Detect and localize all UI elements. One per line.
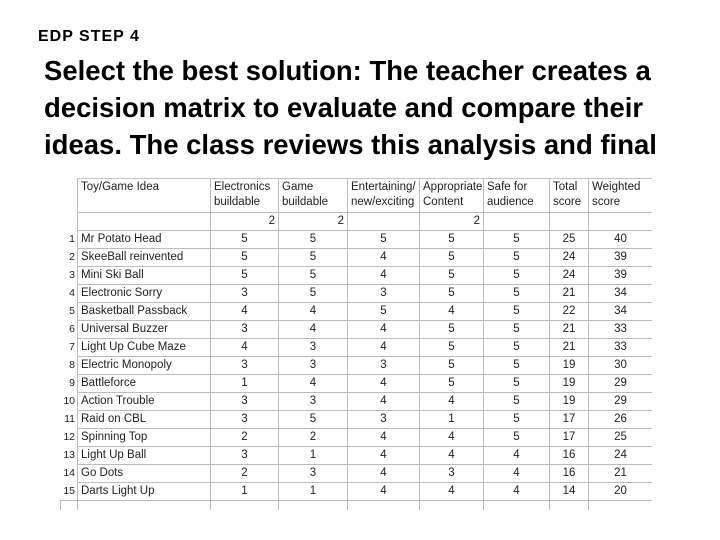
idea-name: Universal Buzzer xyxy=(78,321,211,339)
total-score: 17 xyxy=(550,429,589,447)
score-entertaining: 3 xyxy=(348,285,420,303)
score-entertaining: 4 xyxy=(348,375,420,393)
score-game: 3 xyxy=(279,465,348,483)
total-score: 21 xyxy=(550,285,589,303)
weight-game: 2 xyxy=(279,213,348,231)
partial-cell xyxy=(61,501,78,511)
score-safe: 5 xyxy=(484,249,550,267)
score-safe: 5 xyxy=(484,231,550,249)
row-number: 5 xyxy=(61,303,78,321)
weighted-score: 26 xyxy=(589,411,653,429)
total-score: 16 xyxy=(550,465,589,483)
score-game: 5 xyxy=(279,249,348,267)
weighted-score: 34 xyxy=(589,303,653,321)
total-score: 25 xyxy=(550,231,589,249)
table-row xyxy=(61,339,653,357)
table-row xyxy=(61,411,653,429)
header-row xyxy=(61,179,653,213)
total-score: 24 xyxy=(550,249,589,267)
idea-name: Electronic Sorry xyxy=(78,285,211,303)
score-entertaining: 4 xyxy=(348,249,420,267)
row-number: 6 xyxy=(61,321,78,339)
score-electronics: 3 xyxy=(211,357,279,375)
score-safe: 5 xyxy=(484,393,550,411)
weighted-score: 33 xyxy=(589,339,653,357)
score-appropriate: 5 xyxy=(420,231,484,249)
col-header-appropriate: Appropriate Content xyxy=(420,179,484,213)
score-appropriate: 1 xyxy=(420,411,484,429)
weight-cell xyxy=(589,213,653,231)
score-electronics: 5 xyxy=(211,231,279,249)
partial-cell xyxy=(589,501,653,511)
row-number: 4 xyxy=(61,285,78,303)
score-safe: 4 xyxy=(484,447,550,465)
weighted-score: 39 xyxy=(589,249,653,267)
score-electronics: 2 xyxy=(211,465,279,483)
score-appropriate: 4 xyxy=(420,393,484,411)
score-electronics: 3 xyxy=(211,447,279,465)
partial-cell xyxy=(348,501,420,511)
score-game: 3 xyxy=(279,393,348,411)
score-safe: 4 xyxy=(484,465,550,483)
table-row xyxy=(61,465,653,483)
score-electronics: 3 xyxy=(211,411,279,429)
table-row-partial xyxy=(61,501,653,511)
score-game: 5 xyxy=(279,285,348,303)
score-appropriate: 4 xyxy=(420,303,484,321)
total-score: 22 xyxy=(550,303,589,321)
row-number: 9 xyxy=(61,375,78,393)
weighted-score: 25 xyxy=(589,429,653,447)
score-appropriate: 5 xyxy=(420,375,484,393)
score-game: 3 xyxy=(279,357,348,375)
score-game: 1 xyxy=(279,447,348,465)
overlap-fade xyxy=(60,166,652,180)
table-row xyxy=(61,483,653,501)
idea-name: Go Dots xyxy=(78,465,211,483)
score-electronics: 3 xyxy=(211,321,279,339)
score-game: 4 xyxy=(279,321,348,339)
total-score: 14 xyxy=(550,483,589,501)
weighted-score: 20 xyxy=(589,483,653,501)
table-row xyxy=(61,285,653,303)
table-row xyxy=(61,303,653,321)
row-number: 10 xyxy=(61,393,78,411)
row-number: 11 xyxy=(61,411,78,429)
score-game: 3 xyxy=(279,339,348,357)
partial-cell xyxy=(211,501,279,511)
score-appropriate: 5 xyxy=(420,267,484,285)
row-number: 15 xyxy=(61,483,78,501)
score-entertaining: 4 xyxy=(348,447,420,465)
weighted-score: 29 xyxy=(589,393,653,411)
col-header-electronics: Electronics buildable xyxy=(211,179,279,213)
score-safe: 5 xyxy=(484,285,550,303)
idea-name: Raid on CBL xyxy=(78,411,211,429)
score-entertaining: 4 xyxy=(348,465,420,483)
col-header-safe: Safe for audience xyxy=(484,179,550,213)
score-safe: 5 xyxy=(484,357,550,375)
partial-cell xyxy=(420,501,484,511)
score-electronics: 3 xyxy=(211,393,279,411)
score-game: 4 xyxy=(279,303,348,321)
score-entertaining: 4 xyxy=(348,267,420,285)
total-score: 19 xyxy=(550,393,589,411)
total-score: 16 xyxy=(550,447,589,465)
partial-cell xyxy=(279,501,348,511)
score-safe: 5 xyxy=(484,321,550,339)
col-header-weighted: Weighted score xyxy=(589,179,653,213)
step-label: EDP STEP 4 xyxy=(38,28,140,45)
score-entertaining: 4 xyxy=(348,393,420,411)
weighted-score: 24 xyxy=(589,447,653,465)
partial-cell xyxy=(484,501,550,511)
idea-name: Darts Light Up xyxy=(78,483,211,501)
weights-row xyxy=(61,213,653,231)
total-score: 21 xyxy=(550,339,589,357)
idea-name: Basketball Passback xyxy=(78,303,211,321)
weight-appropriate: 2 xyxy=(420,213,484,231)
table-row xyxy=(61,231,653,249)
score-safe: 4 xyxy=(484,483,550,501)
row-number-header xyxy=(61,179,78,213)
score-safe: 5 xyxy=(484,303,550,321)
score-safe: 5 xyxy=(484,375,550,393)
score-game: 2 xyxy=(279,429,348,447)
total-score: 19 xyxy=(550,357,589,375)
score-appropriate: 5 xyxy=(420,285,484,303)
score-electronics: 2 xyxy=(211,429,279,447)
row-number xyxy=(61,213,78,231)
score-appropriate: 5 xyxy=(420,357,484,375)
score-game: 5 xyxy=(279,231,348,249)
table-row xyxy=(61,375,653,393)
decision-matrix-table xyxy=(60,178,652,510)
col-header-entertaining: Entertaining/ new/exciting xyxy=(348,179,420,213)
total-score: 24 xyxy=(550,267,589,285)
idea-name: Light Up Cube Maze xyxy=(78,339,211,357)
score-safe: 5 xyxy=(484,429,550,447)
score-appropriate: 3 xyxy=(420,465,484,483)
weighted-score: 34 xyxy=(589,285,653,303)
table-row xyxy=(61,267,653,285)
total-score: 17 xyxy=(550,411,589,429)
score-entertaining: 4 xyxy=(348,429,420,447)
row-number: 3 xyxy=(61,267,78,285)
total-score: 21 xyxy=(550,321,589,339)
score-electronics: 4 xyxy=(211,303,279,321)
score-entertaining: 4 xyxy=(348,321,420,339)
row-number: 12 xyxy=(61,429,78,447)
page-heading: Select the best solution: The teacher creates a decision matrix to evaluate and compare their ideas. The class reviews this analysis and final xyxy=(44,55,657,160)
weight-cell xyxy=(550,213,589,231)
weight-cell xyxy=(348,213,420,231)
weighted-score: 40 xyxy=(589,231,653,249)
score-appropriate: 4 xyxy=(420,483,484,501)
idea-name: Spinning Top xyxy=(78,429,211,447)
idea-name: Battleforce xyxy=(78,375,211,393)
idea-name: Mini Ski Ball xyxy=(78,267,211,285)
decision-matrix xyxy=(60,178,652,510)
score-electronics: 5 xyxy=(211,249,279,267)
row-number: 2 xyxy=(61,249,78,267)
score-entertaining: 5 xyxy=(348,303,420,321)
score-game: 4 xyxy=(279,375,348,393)
score-safe: 5 xyxy=(484,411,550,429)
table-row xyxy=(61,357,653,375)
row-number: 8 xyxy=(61,357,78,375)
weighted-score: 39 xyxy=(589,267,653,285)
weighted-score: 33 xyxy=(589,321,653,339)
row-number: 13 xyxy=(61,447,78,465)
weight-electronics: 2 xyxy=(211,213,279,231)
total-score: 19 xyxy=(550,375,589,393)
weight-cell xyxy=(484,213,550,231)
score-appropriate: 4 xyxy=(420,447,484,465)
score-entertaining: 4 xyxy=(348,483,420,501)
table-row xyxy=(61,321,653,339)
row-number: 14 xyxy=(61,465,78,483)
row-number: 7 xyxy=(61,339,78,357)
score-entertaining: 3 xyxy=(348,411,420,429)
col-header-idea: Toy/Game Idea xyxy=(78,179,211,213)
score-entertaining: 5 xyxy=(348,231,420,249)
idea-name: Electric Monopoly xyxy=(78,357,211,375)
score-appropriate: 5 xyxy=(420,339,484,357)
score-game: 5 xyxy=(279,411,348,429)
score-electronics: 5 xyxy=(211,267,279,285)
partial-cell xyxy=(550,501,589,511)
score-electronics: 3 xyxy=(211,285,279,303)
score-electronics: 4 xyxy=(211,339,279,357)
score-appropriate: 5 xyxy=(420,321,484,339)
table-row xyxy=(61,447,653,465)
table-row xyxy=(61,393,653,411)
weighted-score: 30 xyxy=(589,357,653,375)
idea-name: SkeeBall reinvented xyxy=(78,249,211,267)
score-appropriate: 4 xyxy=(420,429,484,447)
weight-cell xyxy=(78,213,211,231)
score-electronics: 1 xyxy=(211,483,279,501)
table-row xyxy=(61,429,653,447)
weighted-score: 21 xyxy=(589,465,653,483)
score-safe: 5 xyxy=(484,267,550,285)
idea-name: Action Trouble xyxy=(78,393,211,411)
score-entertaining: 4 xyxy=(348,339,420,357)
idea-name: Light Up Ball xyxy=(78,447,211,465)
weighted-score: 29 xyxy=(589,375,653,393)
col-header-total: Total score xyxy=(550,179,589,213)
table-row xyxy=(61,249,653,267)
score-safe: 5 xyxy=(484,339,550,357)
score-electronics: 1 xyxy=(211,375,279,393)
score-entertaining: 3 xyxy=(348,357,420,375)
row-number: 1 xyxy=(61,231,78,249)
col-header-game: Game buildable xyxy=(279,179,348,213)
score-game: 1 xyxy=(279,483,348,501)
score-appropriate: 5 xyxy=(420,249,484,267)
idea-name: Mr Potato Head xyxy=(78,231,211,249)
partial-cell xyxy=(78,501,211,511)
score-game: 5 xyxy=(279,267,348,285)
